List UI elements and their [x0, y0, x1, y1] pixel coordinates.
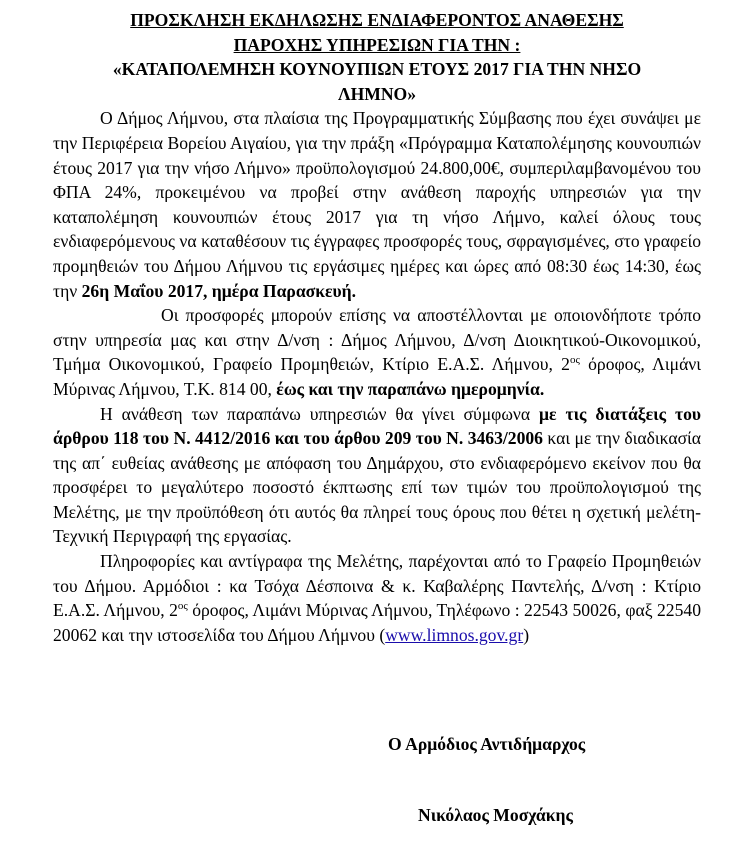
- paragraph-information: [53, 549, 701, 647]
- title-line-2: ΠΑΡΟΧΗΣ ΥΠΗΡΕΣΙΩΝ ΓΙΑ ΤΗΝ :: [233, 34, 521, 55]
- website-link[interactable]: www.limnos.gov.gr: [385, 624, 524, 645]
- paragraph-information-text-c: ): [523, 624, 530, 645]
- document-body: [53, 8, 701, 647]
- paragraph-information-text-b: όροφος, Λιμάνι Μύρινας Λήμνου, Τηλέφωνο : 22543 50026, φαξ 22540 20062 και την ιστοσελίδα του Δήμου Λήμνου (: [53, 600, 701, 645]
- paragraph-submission-text-b: όροφος, Λιμάνι Μύρινας Λήμνου, Τ.Κ. 814 00,: [53, 354, 701, 399]
- paragraph-invitation-text: Ο Δήμος Λήμνου, στα πλαίσια της Προγραμματικής Σύμβασης που έχει συνάψει με την Περιφέρεια Βορείου Αιγαίου, για την πράξη «Πρόγραμμα Καταπολέμησης κουνουπιών έτους 2017 για την νήσο Λήμνο» προϋπολογισμού 24.800,00€, συμπεριλαμβανομένου του ΦΠΑ 24%, προκειμένου να προβεί στην ανάθεση παροχής υπηρεσιών για την καταπολέμηση κουνουπιών έτους 2017 για τη νήσο Λήμνο, καλεί όλους τους ενδιαφερόμενους να καταθέσουν τις έγγραφες προσφορές τους, σφραγισμένες, στο γραφείο προμηθειών του Δήμου Λήμνου τις εργάσιμες ημέρες και ώρες από 08:30 έως 14:30, έως την: [53, 108, 701, 301]
- paragraph-invitation: [53, 106, 701, 303]
- floor-superscript: ος: [569, 354, 580, 367]
- signature-name: Νικόλαος Μοσχάκης: [418, 805, 573, 825]
- paragraph-award: [53, 402, 701, 550]
- title-line-4: ΛΗΜΝΟ»: [337, 83, 417, 104]
- floor-superscript-2: ος: [177, 600, 188, 613]
- document-title: [53, 8, 701, 106]
- paragraph-information-text-a: Πληροφορίες και αντίγραφα της Μελέτης, παρέχονται από το Γραφείο Προμηθειών του Δήμου. Αρμόδιοι : κα Τσόχα Δέσποινα & κ. Καβαλέρης Παντελής, Δ/νση : Κτίριο Ε.Α.Σ. Λήμνου, 2: [53, 551, 701, 621]
- paragraph-award-text-a: Η ανάθεση των παραπάνω υπηρεσιών θα γίνει σύμφωνα: [100, 403, 540, 424]
- paragraph-submission-bold: έως και την παραπάνω ημερομηνία.: [276, 378, 545, 399]
- paragraph-award-text-b: και με την διαδικασία της απ΄ ευθείας ανάθεσης με απόφαση του Δημάρχου, στο ενδιαφερόμενο εκείνον που θα προσφέρει το μεγαλύτερο ποσοστό έκπτωσης επί των τιμών του προϋπολογισμού της Μελέτης, με την προϋπόθεση ότι αυτός θα πληρεί τους όρους που θέτει η σχετική μελέτη-Τεχνική Περιγραφή της εργασίας.: [53, 428, 702, 547]
- legal-provisions: με τις διατάξεις του άρθρου 118 του Ν. 4412/2016 και του άρθου 209 του Ν. 3463/2006: [53, 403, 701, 449]
- deadline-date: 26η Μαΐου 2017, ημέρα Παρασκευή.: [81, 280, 357, 301]
- title-line-3: «ΚΑΤΑΠΟΛΕΜΗΣΗ ΚΟΥΝΟΥΠΙΩΝ ΕΤΟΥΣ 2017 ΓΙΑ ΤΗΝ ΝΗΣΟ: [112, 59, 642, 80]
- paragraph-submission: [53, 303, 701, 401]
- signature-role: Ο Αρμόδιος Αντιδήμαρχος: [388, 734, 586, 754]
- paragraph-submission-text-a: Οι προσφορές μπορούν επίσης να αποστέλλονται με οποιονδήποτε τρόπο στην υπηρεσία μας και στην Δ/νση : Δήμος Λήμνου, Δ/νση Διοικητικού-Οικονομικού, Τμήμα Οικονομικού, Γραφείο Προμηθειών, Κτίριο Ε.Α.Σ. Λήμνου, 2: [53, 305, 701, 375]
- title-line-1: ΠΡΟΣΚΛΗΣΗ ΕΚΔΗΛΩΣΗΣ ΕΝΔΙΑΦΕΡΟΝΤΟΣ ΑΝΑΘΕΣΗΣ: [130, 10, 624, 30]
